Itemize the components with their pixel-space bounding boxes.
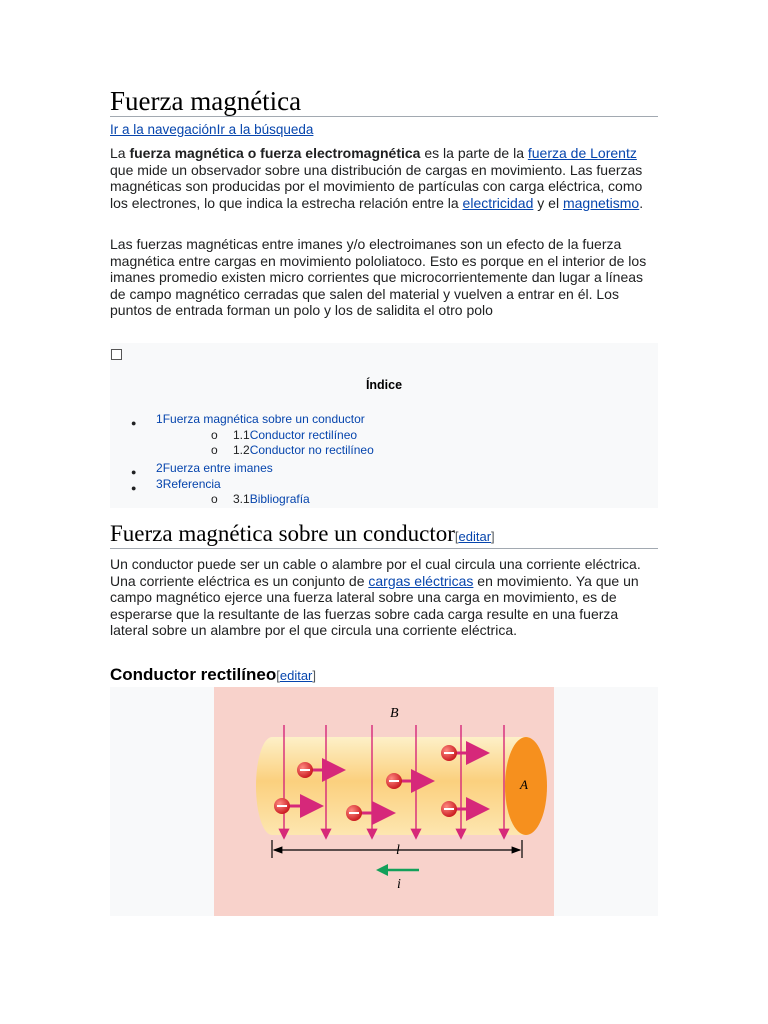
toc-item-2[interactable]: 2Fuerza entre imanes <box>156 461 273 475</box>
section1-text-1: Un conductor puede ser un cable o alambre por el cual circula una corriente eléctrica. Una corriente eléctrica es un conjunto de <box>110 556 641 589</box>
subsection-heading-text: Conductor rectilíneo <box>110 665 277 684</box>
toc-item-3[interactable]: 3Referencia <box>156 477 221 491</box>
intro-text-4: y el <box>533 194 563 211</box>
page-title: Fuerza magnética <box>110 84 658 117</box>
edit-section-link[interactable]: [editar] <box>454 529 495 544</box>
lorentz-link[interactable]: fuerza de Lorentz <box>527 145 637 161</box>
edit-subsection-link[interactable]: [editar] <box>276 668 317 683</box>
toc-bullet: ● <box>131 467 137 477</box>
toc-title: Índice <box>365 378 403 392</box>
intro-paragraph <box>110 145 658 211</box>
toc-item-1[interactable]: 1Fuerza magnética sobre un conductor <box>156 412 365 426</box>
label-B: B <box>390 706 399 721</box>
cargas-electricas-link[interactable]: cargas eléctricas <box>368 572 474 589</box>
label-l: l <box>396 843 400 858</box>
toc-item-3-1[interactable]: 3.1Bibliografía <box>233 492 310 506</box>
second-paragraph: Las fuerzas magnéticas entre imanes y/o electroimanes son un efecto de la fuerza magnética entre cargas en movimiento pololiatoco. Esto es porque en el interior de los imanes promedio existen micro corrientes que microcorrientemente dan lugar a líneas de campo magnético cerradas que salen del material y vuelven a entrar en él. Los puntos de entrada forman un polo y los de salidita el otro polo <box>110 236 647 319</box>
jump-search-link[interactable]: Ir a la búsqueda <box>216 122 314 137</box>
jump-nav-link[interactable]: Ir a la navegación <box>110 122 217 137</box>
intro-text-1: La <box>110 145 130 161</box>
jump-links <box>110 121 313 138</box>
toc-sub-bullet: o <box>211 428 218 442</box>
electricidad-link[interactable]: electricidad <box>462 194 534 211</box>
section-heading-text: Fuerza magnética sobre un conductor <box>110 521 455 546</box>
conductor-diagram <box>214 687 554 916</box>
intro-text-2: es la parte de la <box>420 145 528 161</box>
figure-container <box>110 687 658 916</box>
section1-paragraph <box>110 556 658 639</box>
intro-text-3: que mide un observador sobre una distribución de cargas en movimiento. Las fuerzas magnéticas son producidas por el movimiento de partículas con carga eléctrica, como los electrones, lo que indica la estrecha relación entre la <box>110 161 643 211</box>
subsection-heading-conductor-rectilineo <box>110 664 316 687</box>
intro-bold-term: fuerza magnética o fuerza electromagnética <box>129 145 421 161</box>
toc-bullet: ● <box>131 418 137 428</box>
toc-bullet: ● <box>131 483 137 493</box>
label-i: i <box>397 877 401 892</box>
toc-sub-bullet: o <box>211 492 218 506</box>
section1-text-2: en movimiento. Ya que un campo magnético ejerce una fuerza lateral sobre una carga en movimiento, es de esperarse que la resultante de las fuerzas sobre cada carga resulte en una fuerza lateral sobre un alambre por el que circula una corriente eléctrica. <box>110 572 639 639</box>
toc-toggle-checkbox[interactable] <box>111 349 122 360</box>
magnetismo-link[interactable]: magnetismo <box>562 194 640 211</box>
toc-item-1-2[interactable]: 1.2Conductor no rectilíneo <box>233 443 374 457</box>
intro-text-5: . <box>639 194 644 211</box>
toc-sub-bullet: o <box>211 443 218 457</box>
label-A: A <box>520 777 528 792</box>
section-heading-fuerza-conductor <box>110 520 658 549</box>
toc-item-1-1[interactable]: 1.1Conductor rectilíneo <box>233 428 358 442</box>
table-of-contents <box>110 343 658 508</box>
